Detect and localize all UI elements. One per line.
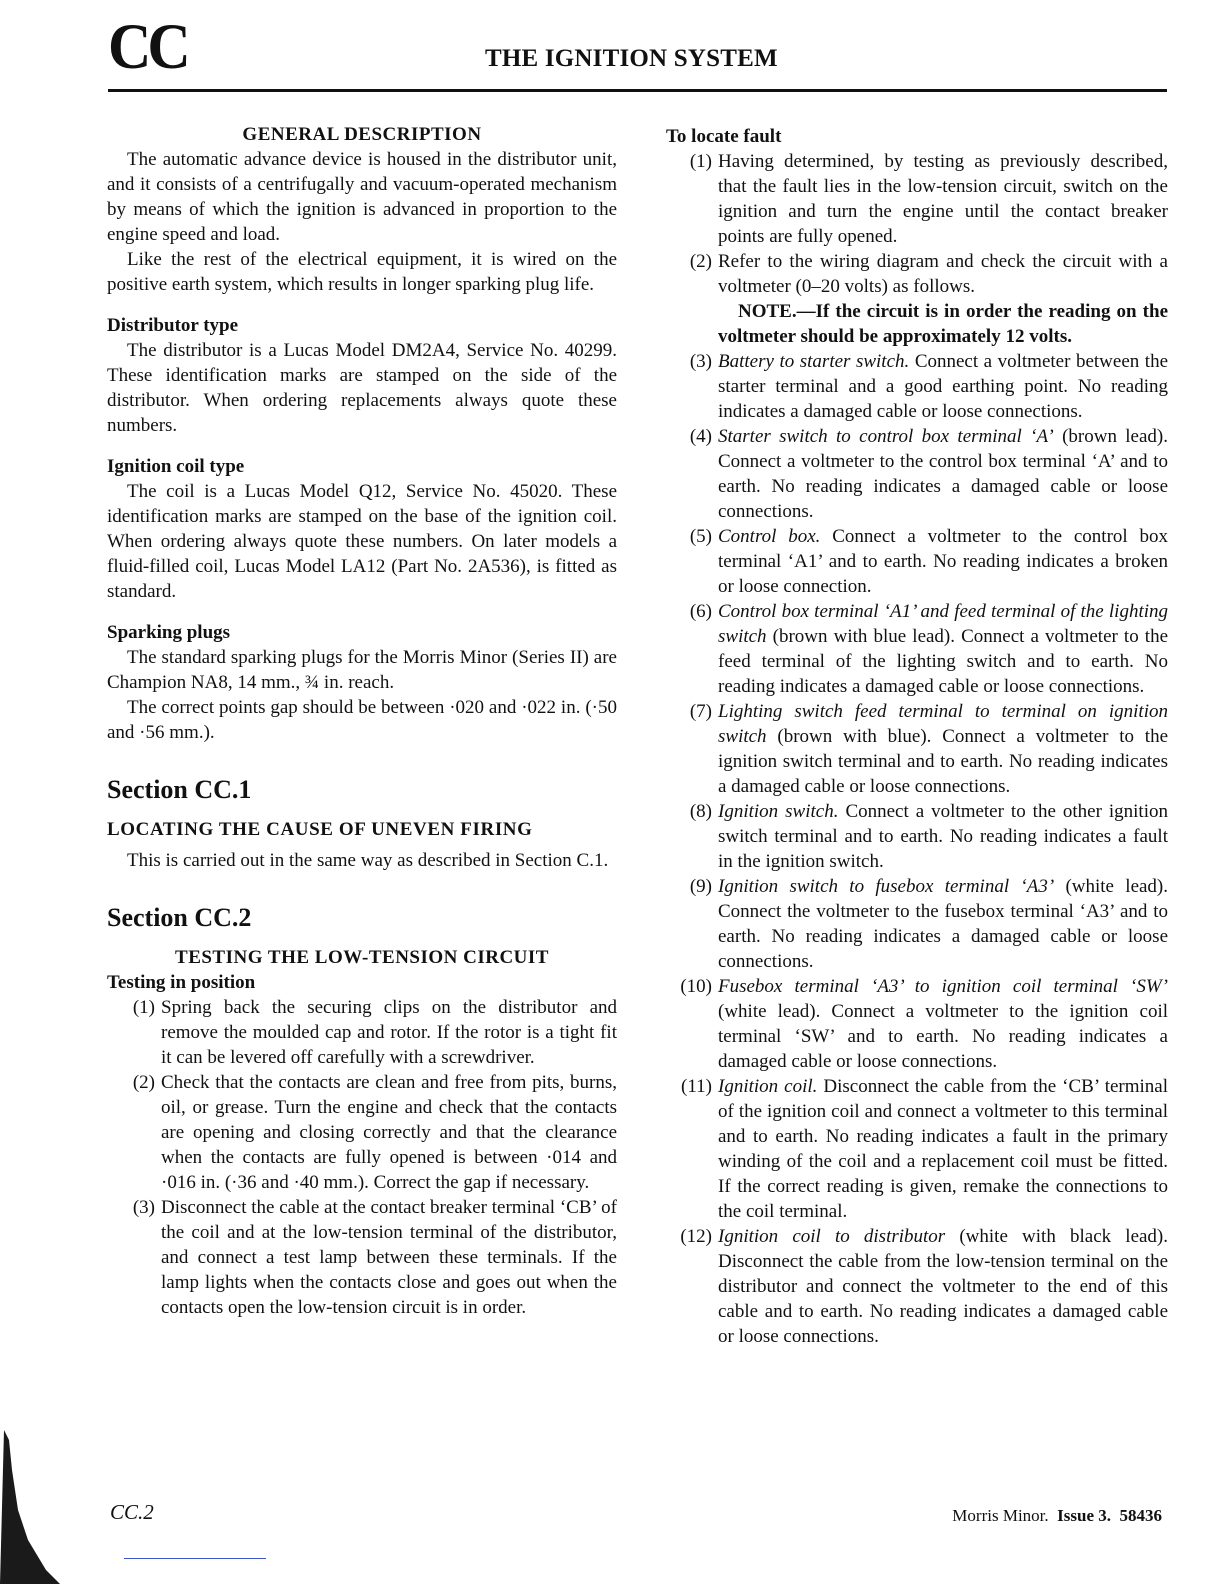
step-text xyxy=(718,974,1168,1074)
general-paragraph-2: Like the rest of the electrical equipment, it is wired on the positive earth system, which results in longer sparking plug life. xyxy=(107,249,617,295)
issue-number: Issue 3. xyxy=(1057,1506,1111,1525)
step-title: Lighting switch feed terminal to terminal on ignition switch xyxy=(718,701,1168,747)
list-item xyxy=(666,249,1168,299)
step-text: Refer to the wiring diagram and check the circuit with a voltmeter (0–20 volts) as follows. xyxy=(718,251,1168,297)
header-rule xyxy=(108,89,1167,92)
distributor-type-paragraph: The distributor is a Lucas Model DM2A4, Service No. 40299. These identification marks are stamped on the side of the distributor. When ordering replacements always quote these numbers. xyxy=(107,340,617,436)
publication-info xyxy=(952,1506,1162,1526)
testing-in-position-heading: Testing in position xyxy=(107,972,256,993)
step-text xyxy=(718,349,1168,424)
voltmeter-note: NOTE.—If the circuit is in order the reading on the voltmeter should be approximately 12 volts. xyxy=(718,301,1168,347)
general-description-heading: GENERAL DESCRIPTION xyxy=(242,124,482,145)
testing-steps-list xyxy=(107,995,617,1320)
list-item xyxy=(107,1070,617,1195)
step-title: Ignition coil to distributor xyxy=(718,1226,946,1247)
step-number: (10) xyxy=(680,976,712,997)
step-number: (7) xyxy=(689,701,712,722)
step-text: Disconnect the cable at the contact breaker terminal ‘CB’ of the coil and at the low-tension terminal of the distributor, and connect a test lamp between these terminals. If the lamp lights when the contacts close and goes out when the contacts open the low-tension circuit is in order. xyxy=(161,1197,617,1318)
sparking-plugs-paragraph-1: The standard sparking plugs for the Morris Minor (Series II) are Champion NA8, 14 mm., ¾ in. reach. xyxy=(107,647,617,693)
step-title: Ignition switch. xyxy=(718,801,839,822)
step-body: Connect a voltmeter between the starter terminal and a good earthing point. No reading indicates a damaged cable or loose connections. xyxy=(718,351,1169,422)
step-body: (white with black lead). Disconnect the cable from the low-tension terminal on the distributor and connect the voltmeter to the end of this cable and to earth. No reading indicates a damaged cable or loose connections. xyxy=(718,1226,1169,1347)
step-number: (2) xyxy=(132,1072,155,1093)
step-body: (brown with blue lead). Connect a voltmeter to the feed terminal of the lighting switch and to earth. No reading indicates a damaged cable or loose connections. xyxy=(718,626,1169,697)
page-code: CC xyxy=(108,10,187,83)
distributor-type-heading: Distributor type xyxy=(107,315,239,336)
sparking-plugs-paragraph-2: The correct points gap should be between ·020 and ·022 in. (·50 and ·56 mm.). xyxy=(107,697,617,743)
step-number: (2) xyxy=(689,251,712,272)
step-number: (1) xyxy=(132,997,155,1018)
step-number: (1) xyxy=(689,151,712,172)
step-body: Connect a voltmeter to the other ignition switch terminal and to earth. No reading indicates a fault in the ignition switch. xyxy=(718,801,1168,872)
step-number: (8) xyxy=(689,801,712,822)
step-text: Spring back the securing clips on the distributor and remove the moulded cap and rotor. If the rotor is a tight fit it can be levered off carefully with a screwdriver. xyxy=(161,997,617,1068)
step-body: Disconnect the cable from the ‘CB’ terminal of the ignition coil and connect a voltmeter to this terminal and to earth. No reading indicates a fault in the primary winding of the coil and a replacement coil must be fitted. If the correct reading is given, remake the connections to the coil terminal. xyxy=(718,1076,1169,1222)
step-number: (11) xyxy=(681,1076,712,1097)
list-item xyxy=(666,149,1168,249)
step-body: Connect a voltmeter to the control box terminal ‘A1’ and to earth. No reading indicates a broken or loose connection. xyxy=(718,526,1169,597)
fault-steps-list-continued xyxy=(666,349,1168,1349)
list-item xyxy=(666,424,1168,524)
step-body: (white lead). Connect a voltmeter to the ignition coil terminal ‘SW’ and to earth. No reading indicates a damaged cable or loose connections. xyxy=(718,1001,1168,1072)
left-column xyxy=(107,122,617,1320)
to-locate-fault-heading: To locate fault xyxy=(666,126,782,147)
ignition-coil-heading: Ignition coil type xyxy=(107,456,245,477)
section-cc2-heading: TESTING THE LOW-TENSION CIRCUIT xyxy=(175,947,549,968)
list-item xyxy=(666,974,1168,1074)
step-text xyxy=(718,599,1168,699)
list-item xyxy=(666,874,1168,974)
page-title: THE IGNITION SYSTEM xyxy=(485,45,778,72)
section-cc2-title: Section CC.2 xyxy=(107,903,252,932)
step-text: Check that the contacts are clean and free from pits, burns, oil, or grease. Turn the engine and check that the contacts are opening and closing correctly and that the clearance when the contacts are fully opened is between ·014 and ·016 in. (·36 and ·40 mm.). Correct the gap if necessary. xyxy=(161,1072,617,1193)
publication-name: Morris Minor. xyxy=(952,1506,1049,1525)
list-item xyxy=(666,349,1168,424)
list-item xyxy=(107,995,617,1070)
step-title: Fusebox terminal ‘A3’ to ignition coil terminal ‘SW’ xyxy=(718,976,1168,997)
section-cc1-heading: LOCATING THE CAUSE OF UNEVEN FIRING xyxy=(107,819,533,840)
section-cc1-paragraph: This is carried out in the same way as described in Section C.1. xyxy=(127,850,609,871)
step-text xyxy=(718,799,1168,874)
step-number: (3) xyxy=(689,351,712,372)
step-number: (4) xyxy=(689,426,712,447)
step-number: (6) xyxy=(689,601,712,622)
general-paragraph-1: The automatic advance device is housed in the distributor unit, and it consists of a centrifugally and vacuum-operated mechanism by means of which the ignition is advanced in proportion to the engine speed and load. xyxy=(107,149,617,245)
step-body: (brown lead). Connect a voltmeter to the control box terminal ‘A’ and to earth. No reading indicates a damaged cable or loose connections. xyxy=(718,426,1168,522)
step-number: (3) xyxy=(132,1197,155,1218)
list-item xyxy=(107,1195,617,1320)
page-number: CC.2 xyxy=(110,1500,154,1524)
step-text xyxy=(718,1224,1168,1349)
step-number: (5) xyxy=(689,526,712,547)
publication-code: 58436 xyxy=(1119,1506,1162,1525)
step-body: (white lead). Connect the voltmeter to the fusebox terminal ‘A3’ and to earth. No reading indicates a damaged cable or loose connections. xyxy=(718,876,1169,972)
list-item xyxy=(666,1224,1168,1349)
step-text xyxy=(718,1074,1168,1224)
step-number: (12) xyxy=(680,1226,712,1247)
list-item xyxy=(666,699,1168,799)
step-number: (9) xyxy=(689,876,712,897)
right-column xyxy=(666,124,1168,1349)
ignition-coil-paragraph: The coil is a Lucas Model Q12, Service No. 45020. These identification marks are stamped on the base of the ignition coil. When ordering always quote these numbers. On later models a fluid-filled coil, Lucas Model LA12 (Part No. 2A536), is fitted as standard. xyxy=(107,481,617,602)
step-text: Having determined, by testing as previously described, that the fault lies in the low-tension circuit, switch on the ignition and turn the engine until the contact breaker points are fully opened. xyxy=(718,151,1168,247)
step-text xyxy=(718,524,1168,599)
step-title: Ignition coil. xyxy=(718,1076,818,1097)
footer-underline xyxy=(124,1558,266,1559)
binding-scan-mark xyxy=(0,1430,60,1584)
section-cc1-title: Section CC.1 xyxy=(107,775,252,804)
step-title: Starter switch to control box terminal ‘A’ xyxy=(718,426,1054,447)
step-title: Control box. xyxy=(718,526,821,547)
sparking-plugs-heading: Sparking plugs xyxy=(107,622,231,643)
step-title: Battery to starter switch. xyxy=(718,351,910,372)
fault-steps-list xyxy=(666,149,1168,299)
step-body: (brown with blue). Connect a voltmeter to the ignition switch terminal and to earth. No reading indicates a damaged cable or loose connections. xyxy=(718,726,1169,797)
step-title: Control box terminal ‘A1’ and feed terminal of the lighting switch xyxy=(718,601,1168,647)
list-item xyxy=(666,524,1168,599)
list-item xyxy=(666,599,1168,699)
step-title: Ignition switch to fusebox terminal ‘A3’ xyxy=(718,876,1055,897)
step-text xyxy=(718,874,1168,974)
list-item xyxy=(666,1074,1168,1224)
step-text xyxy=(718,699,1168,799)
step-text xyxy=(718,424,1168,524)
list-item xyxy=(666,799,1168,874)
